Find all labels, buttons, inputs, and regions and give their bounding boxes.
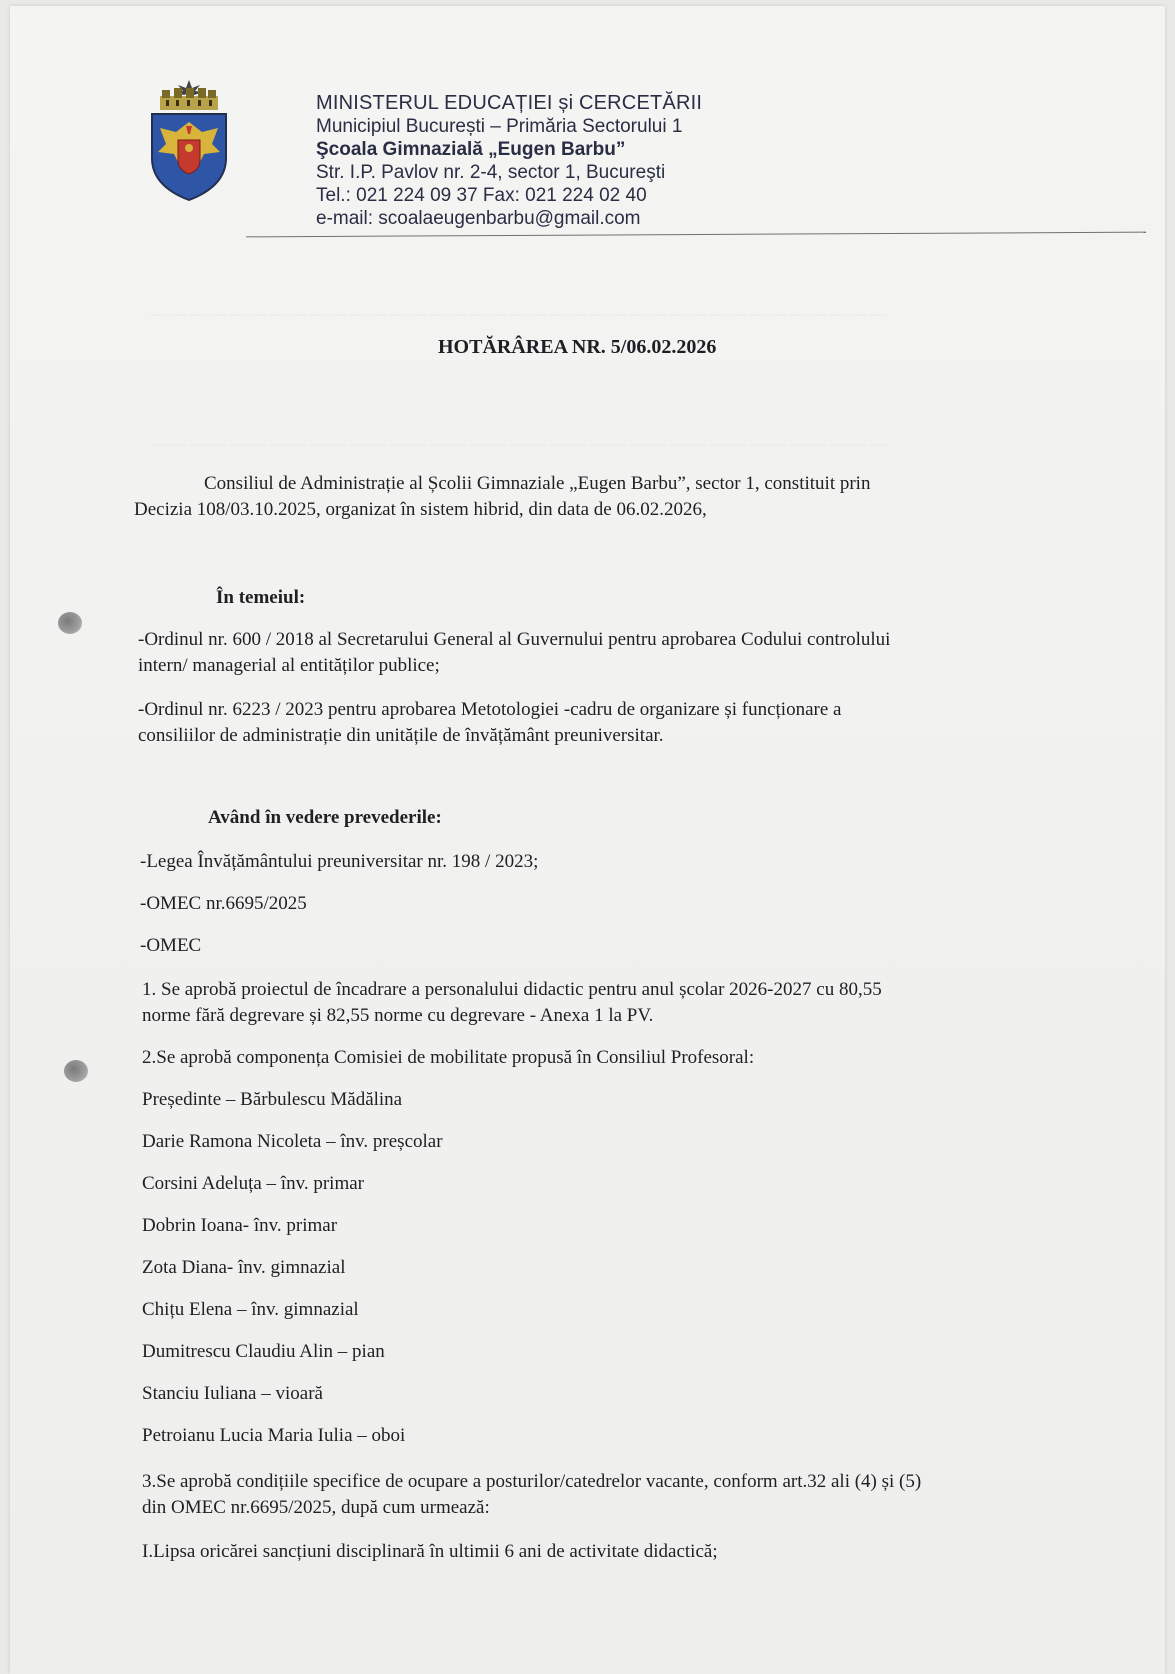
commission-member: Chițu Elena – înv. gimnazial [142, 1299, 359, 1320]
punch-hole [64, 1060, 88, 1082]
intro-line-2: Decizia 108/03.10.2025, organizat în sistem hibrid, din data de 06.02.2026, [134, 499, 707, 520]
decision-1-line-2: norme fără degrevare și 82,55 norme cu degrevare - Anexa 1 la PV. [142, 1005, 654, 1026]
prevederi-item-2: -OMEC nr.6695/2025 [140, 893, 307, 914]
intro-line-1: Consiliul de Administrație al Școlii Gimnaziale „Eugen Barbu”, sector 1, constituit prin [204, 473, 871, 494]
school-name: Şcoala Gimnazială „Eugen Barbu” [316, 139, 626, 160]
temei-heading: În temeiul: [216, 587, 306, 608]
commission-member: Corsini Adeluța – înv. primar [142, 1173, 364, 1194]
prevederi-item-3: -OMEC [140, 935, 202, 956]
prevederi-item-1: -Legea Învățământului preuniversitar nr. 198 / 2023; [140, 851, 539, 872]
temei-item-2-line-1: -Ordinul nr. 6223 / 2023 pentru aprobarea Metotologiei -cadru de organizare și funcționare a [138, 699, 842, 720]
school-email: e-mail: scoalaeugenbarbu@gmail.com [316, 208, 641, 229]
school-address: Str. I.P. Pavlov nr. 2-4, sector 1, Bucureşti [316, 162, 666, 183]
commission-member: Stanciu Iuliana – vioară [142, 1383, 323, 1404]
decision-2: 2.Se aprobă componența Comisiei de mobilitate propusă în Consiliul Profesoral: [142, 1047, 755, 1068]
ministry-name: MINISTERUL EDUCAȚIEI și CERCETĂRII [316, 92, 703, 114]
commission-member: Președinte – Bărbulescu Mădălina [142, 1089, 403, 1110]
bleed-through-text: — — — — — — — — — — — — — — — — — — — — — — — — — — — — — — — — — — — — — [150, 436, 886, 453]
decision-title: HOTĂRÂREA NR. 5/06.02.2026 [438, 336, 717, 358]
prevederi-heading: Având în vedere prevederile: [208, 807, 442, 828]
temei-item-1-line-2: intern/ managerial al entităților publice; [138, 655, 440, 676]
bleed-through-text: — — — — — — — — — — — — — — — — — — — — — — — — — — — — — — — — — — — — — [150, 306, 886, 323]
decision-3-line-2: din OMEC nr.6695/2025, după cum urmează: [142, 1497, 490, 1518]
temei-item-2-line-2: consiliilor de administrație din unitățile de învățământ preuniversitar. [138, 725, 664, 746]
condition-1: I.Lipsa oricărei sancțiuni disciplinară în ultimii 6 ani de activitate didactică; [142, 1541, 718, 1562]
decision-3-line-1: 3.Se aprobă condițiile specifice de ocupare a posturilor/catedrelor vacante, conform art.32 ali (4) și (5) [142, 1471, 922, 1492]
punch-hole [58, 612, 82, 634]
decision-1-line-1: 1. Se aprobă proiectul de încadrare a personalului didactic pentru anul școlar 2026-2027 cu 80,55 [142, 979, 882, 1000]
sector-coat-of-arms-logo [146, 78, 232, 206]
commission-member: Petroianu Lucia Maria Iulia – oboi [142, 1425, 406, 1446]
municipality-line: Municipiul București – Primăria Sectorului 1 [316, 116, 683, 137]
commission-member: Zota Diana- înv. gimnazial [142, 1257, 346, 1278]
header-divider [246, 232, 1146, 238]
commission-member: Darie Ramona Nicoleta – înv. preșcolar [142, 1131, 443, 1152]
school-phone-fax: Tel.: 021 224 09 37 Fax: 021 224 02 40 [316, 185, 647, 206]
document-page [10, 6, 1165, 1674]
commission-member: Dobrin Ioana- înv. primar [142, 1215, 338, 1236]
commission-member: Dumitrescu Claudiu Alin – pian [142, 1341, 385, 1362]
school-letterhead [316, 92, 702, 230]
temei-item-1-line-1: -Ordinul nr. 600 / 2018 al Secretarului General al Guvernului pentru aprobarea Codului controlului [138, 629, 891, 650]
